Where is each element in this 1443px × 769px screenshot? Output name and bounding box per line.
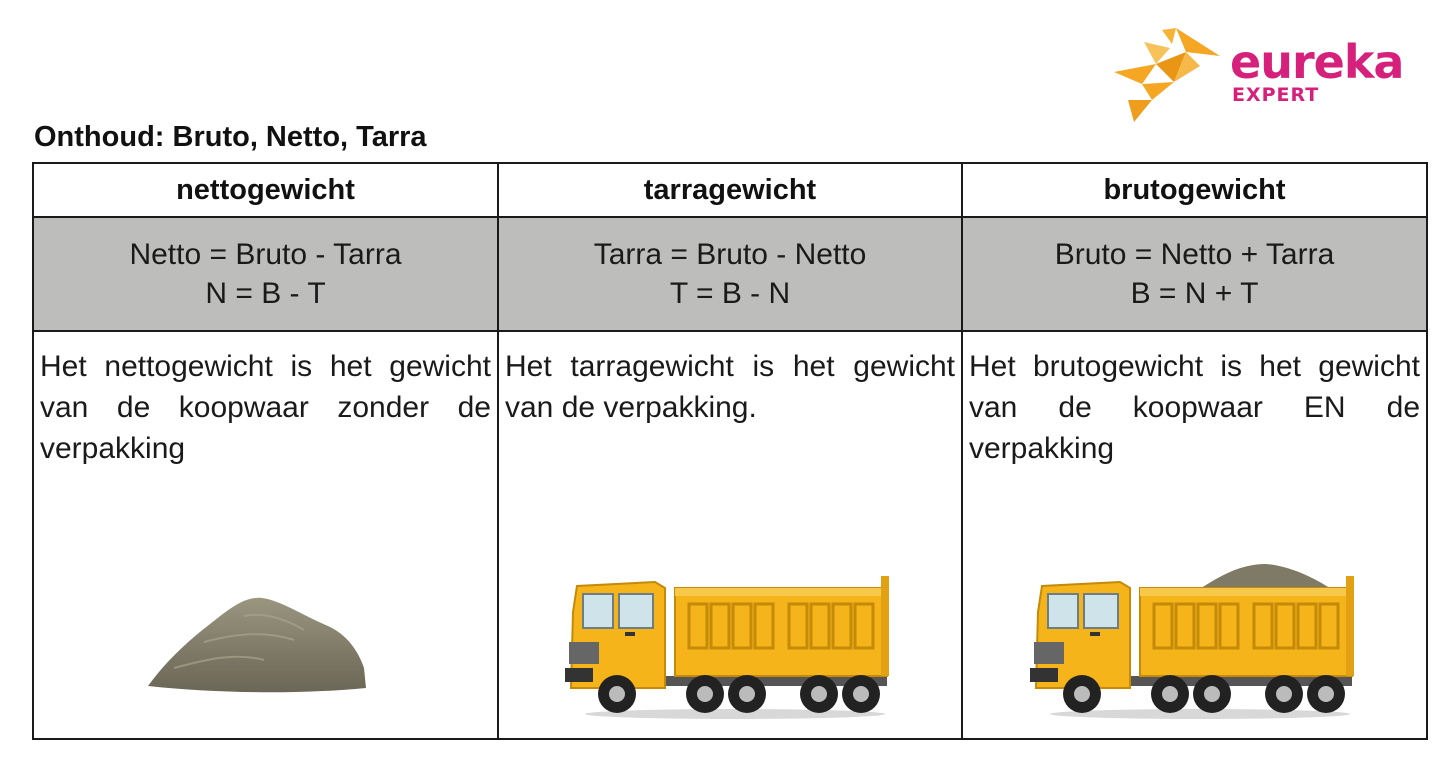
formula-tarra-letters: T = B - N [669, 277, 791, 310]
description-cell-netto [33, 331, 498, 739]
formula-netto [33, 217, 498, 331]
description-cell-bruto [962, 331, 1427, 739]
formula-bruto-letters: B = N + T [1130, 277, 1259, 310]
formula-tarra-words: Tarra = Bruto - Netto [593, 238, 867, 271]
column-header-netto: nettogewicht [33, 163, 498, 217]
description-cell-tarra [498, 331, 962, 739]
logo-mark-icon [1112, 26, 1224, 126]
loaded-dump-truck-icon [1030, 562, 1360, 722]
column-header-bruto: brutogewicht [962, 163, 1427, 217]
sand-pile-icon [144, 590, 368, 700]
formula-row [33, 217, 1427, 331]
empty-dump-truck-icon [565, 572, 895, 722]
formula-bruto-words: Bruto = Netto + Tarra [1054, 238, 1335, 271]
formula-netto-words: Netto = Bruto - Tarra [129, 238, 402, 271]
column-header-tarra: tarragewicht [498, 163, 962, 217]
logo-wordmark: eureka [1230, 35, 1404, 89]
formula-bruto [962, 217, 1427, 331]
formula-netto-letters: N = B - T [205, 277, 326, 310]
formula-tarra [498, 217, 962, 331]
description-row [33, 331, 1427, 739]
description-tarra: Het tarragewicht is het gewicht van de verpakking. [505, 350, 955, 424]
eureka-expert-logo [1112, 26, 1402, 126]
weights-table [32, 162, 1428, 740]
description-netto: Het nettogewicht is het gewicht van de koopwaar zonder de verpakking [40, 350, 491, 465]
page-title: Onthoud: Bruto, Netto, Tarra [34, 121, 427, 153]
logo-subtitle: EXPERT [1232, 84, 1320, 106]
description-bruto: Het brutogewicht is het gewicht van de koopwaar EN de verpakking [969, 350, 1420, 465]
header-row [33, 163, 1427, 217]
